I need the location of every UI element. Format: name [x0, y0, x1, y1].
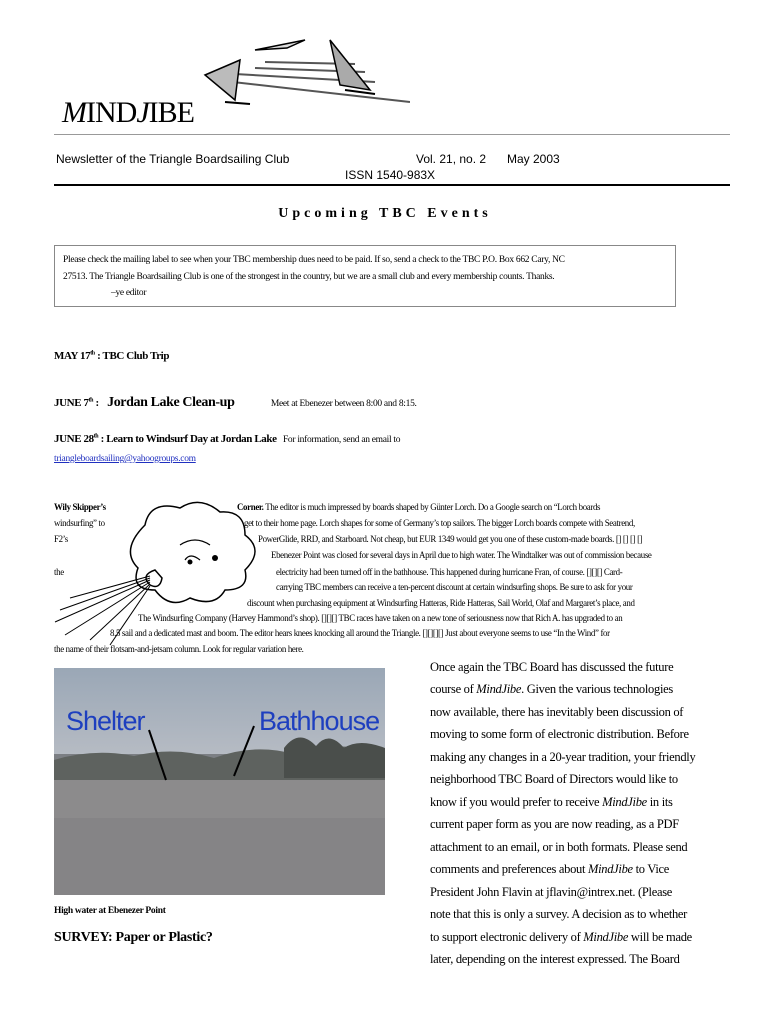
- body-text: moving to some form of electronic distribution. Before: [430, 727, 689, 741]
- volume-number: Vol. 21, no. 2: [416, 152, 487, 166]
- body-text: will be made: [628, 930, 692, 944]
- body-line-1: [430, 660, 673, 675]
- body-text: making any changes in a 20-year tradition, your friendly: [430, 750, 696, 764]
- skipper-heading-b: Corner.: [237, 502, 264, 512]
- body-text: know if you would prefer to receive: [430, 795, 603, 809]
- skipper-line-9: 8.5 sail and a dedicated mast and boom. The editor hears knees knocking all around the Triangle. [][][][] Just about everyone seems to use “In the Wind” for: [110, 628, 610, 638]
- membership-notice-box: [54, 245, 676, 307]
- body-line-10: [430, 862, 669, 877]
- body-line-13: [430, 930, 692, 945]
- skipper-heading-a: Wily Skipper’s: [54, 502, 106, 512]
- body-italic-mindjibe: MindJibe: [476, 682, 522, 696]
- photo-caption: High water at Ebenezer Point: [54, 906, 166, 916]
- event-date-suffix: th: [90, 350, 95, 357]
- body-italic-mindjibe: MindJibe: [602, 795, 647, 809]
- skipper-line-1: [54, 502, 106, 512]
- body-line-3: [430, 705, 683, 720]
- ebenezer-point-photo: [54, 668, 385, 895]
- body-italic-mindjibe: MindJibe: [588, 862, 633, 876]
- logo-initial-j: J: [136, 96, 149, 129]
- body-text: to Vice: [632, 862, 670, 876]
- photo-label-shelter: Shelter: [66, 706, 145, 736]
- event-title: TBC Club Trip: [102, 350, 170, 362]
- skipper-text: The editor is much impressed by boards shaped by Günter Lorch. Do a Google search on “Lorch boards: [263, 502, 601, 512]
- masthead-logo: [62, 96, 194, 130]
- body-text: note that this is only a survey. A decision as to whether: [430, 907, 688, 921]
- event-may-17: [54, 350, 169, 362]
- skipper-line-8: The Windsurfing Company (Harvey Hammond’s shop). [][][] TBC races have taken on a new tone of seriousness now that Rich A. has upgraded to an: [138, 613, 623, 623]
- body-line-11: [430, 885, 672, 900]
- notice-line-2: 27513. The Triangle Boardsailing Club is one of the strongest in the country, but we are a small club and every membership counts. Thanks.: [63, 272, 555, 282]
- notice-line-1: Please check the mailing label to see when your TBC membership dues need to be paid. If so, send a check to the TBC P.O. Box 662 Cary, NC: [63, 255, 565, 265]
- body-line-9: [430, 840, 687, 855]
- skipper-line-5a: the: [54, 567, 64, 577]
- photo-label-bathhouse: Bathhouse: [259, 706, 380, 736]
- windsurfer-logo-art: [195, 30, 410, 110]
- body-italic-mindjibe: MindJibe: [583, 930, 629, 944]
- body-line-6: [430, 772, 678, 787]
- body-line-14: [430, 952, 680, 967]
- event-date: JUNE 7: [54, 397, 89, 409]
- body-line-7: [430, 795, 673, 810]
- event-date-suffix: th: [93, 433, 99, 440]
- event-june-7: [54, 395, 417, 411]
- event-separator: :: [98, 433, 107, 445]
- masthead-top-rule: [54, 134, 730, 135]
- body-line-4: [430, 727, 689, 742]
- body-text: President John Flavin at jflavin@intrex.net. (Please: [430, 885, 673, 899]
- skipper-line-3b: PowerGlide, RRD, and Starboard. Not cheap, but EUR 1349 would get you one of these custom-made boards. [] [] [] []: [258, 534, 643, 544]
- skipper-line-1b: [237, 502, 600, 512]
- body-text: now available, there has inevitably been discussion of: [430, 705, 684, 719]
- body-text: Once again the TBC Board has discussed the future: [430, 660, 674, 674]
- newsletter-subtitle: Newsletter of the Triangle Boardsailing Club: [56, 152, 290, 166]
- logo-initial-m: M: [62, 96, 86, 129]
- event-separator: :: [93, 397, 102, 409]
- body-line-2: [430, 682, 673, 697]
- skipper-line-5b: electricity had been turned off in the bathhouse. This happened during hurricane Fran, of course. [][][] Card-: [276, 567, 623, 577]
- body-text: current paper form as you are now reading, as a PDF: [430, 817, 679, 831]
- body-text: in its: [646, 795, 673, 809]
- skipper-line-2b: get to their home page. Lorch shapes for some of Germany’s top sailors. The bigger Lorch boards compete with Seatrend,: [244, 518, 635, 528]
- event-date-suffix: th: [88, 397, 94, 404]
- skipper-line-2a: windsurfing” to: [54, 518, 105, 528]
- body-line-12: [430, 907, 687, 922]
- event-separator: :: [94, 350, 103, 362]
- event-title: Jordan Lake Clean-up: [107, 395, 235, 410]
- body-line-8: [430, 817, 679, 832]
- logo-part-ind: IND: [86, 96, 137, 129]
- wind-cloud-illustration: [50, 490, 270, 650]
- body-line-5: [430, 750, 695, 765]
- issue-date: May 2003: [507, 152, 560, 166]
- notice-signature: –ye editor: [111, 288, 147, 298]
- event-detail: For information, send an email to: [282, 435, 401, 445]
- body-text: attachment to an email, or in both formats. Please send: [430, 840, 688, 854]
- body-text: to support electronic delivery of: [430, 930, 584, 944]
- body-text: later, depending on the interest expressed. The Board: [430, 952, 680, 966]
- section-title-upcoming: Upcoming TBC Events: [278, 206, 492, 221]
- skipper-line-10: the name of their flotsam-and-jetsam column. Look for regular variation here.: [54, 644, 304, 654]
- body-text: course of: [430, 682, 477, 696]
- skipper-line-6: carrying TBC members can receive a ten-percent discount at certain windsurfing shops. Be sure to ask for your: [276, 582, 633, 592]
- body-text: neighborhood TBC Board of Directors would like to: [430, 772, 678, 786]
- issn-number: ISSN 1540-983X: [345, 168, 436, 182]
- body-text: . Given the various technologies: [521, 682, 673, 696]
- skipper-line-3a: F2’s: [54, 534, 68, 544]
- logo-part-ibe: IBE: [148, 96, 194, 129]
- yahoogroups-email-link[interactable]: triangleboardsailing@yahoogroups.com: [54, 454, 196, 464]
- event-title: Learn to Windsurf Day at Jordan Lake: [106, 433, 277, 445]
- event-june-28: [54, 433, 400, 445]
- body-text: comments and preferences about: [430, 862, 588, 876]
- masthead-bottom-rule: [54, 184, 730, 186]
- skipper-line-7: discount when purchasing equipment at Windsurfing Hatteras, Ride Hatteras, Sail World, Olaf and Margaret’s place, and: [247, 598, 635, 608]
- event-detail: Meet at Ebenezer between 8:00 and 8:15.: [270, 399, 417, 409]
- event-date: JUNE 28: [54, 433, 94, 445]
- skipper-line-4: Ebenezer Point was closed for several days in April due to high water. The Windtalker was out of commission because: [271, 550, 652, 560]
- survey-heading: SURVEY: Paper or Plastic?: [54, 930, 213, 945]
- event-date: MAY 17: [54, 350, 91, 362]
